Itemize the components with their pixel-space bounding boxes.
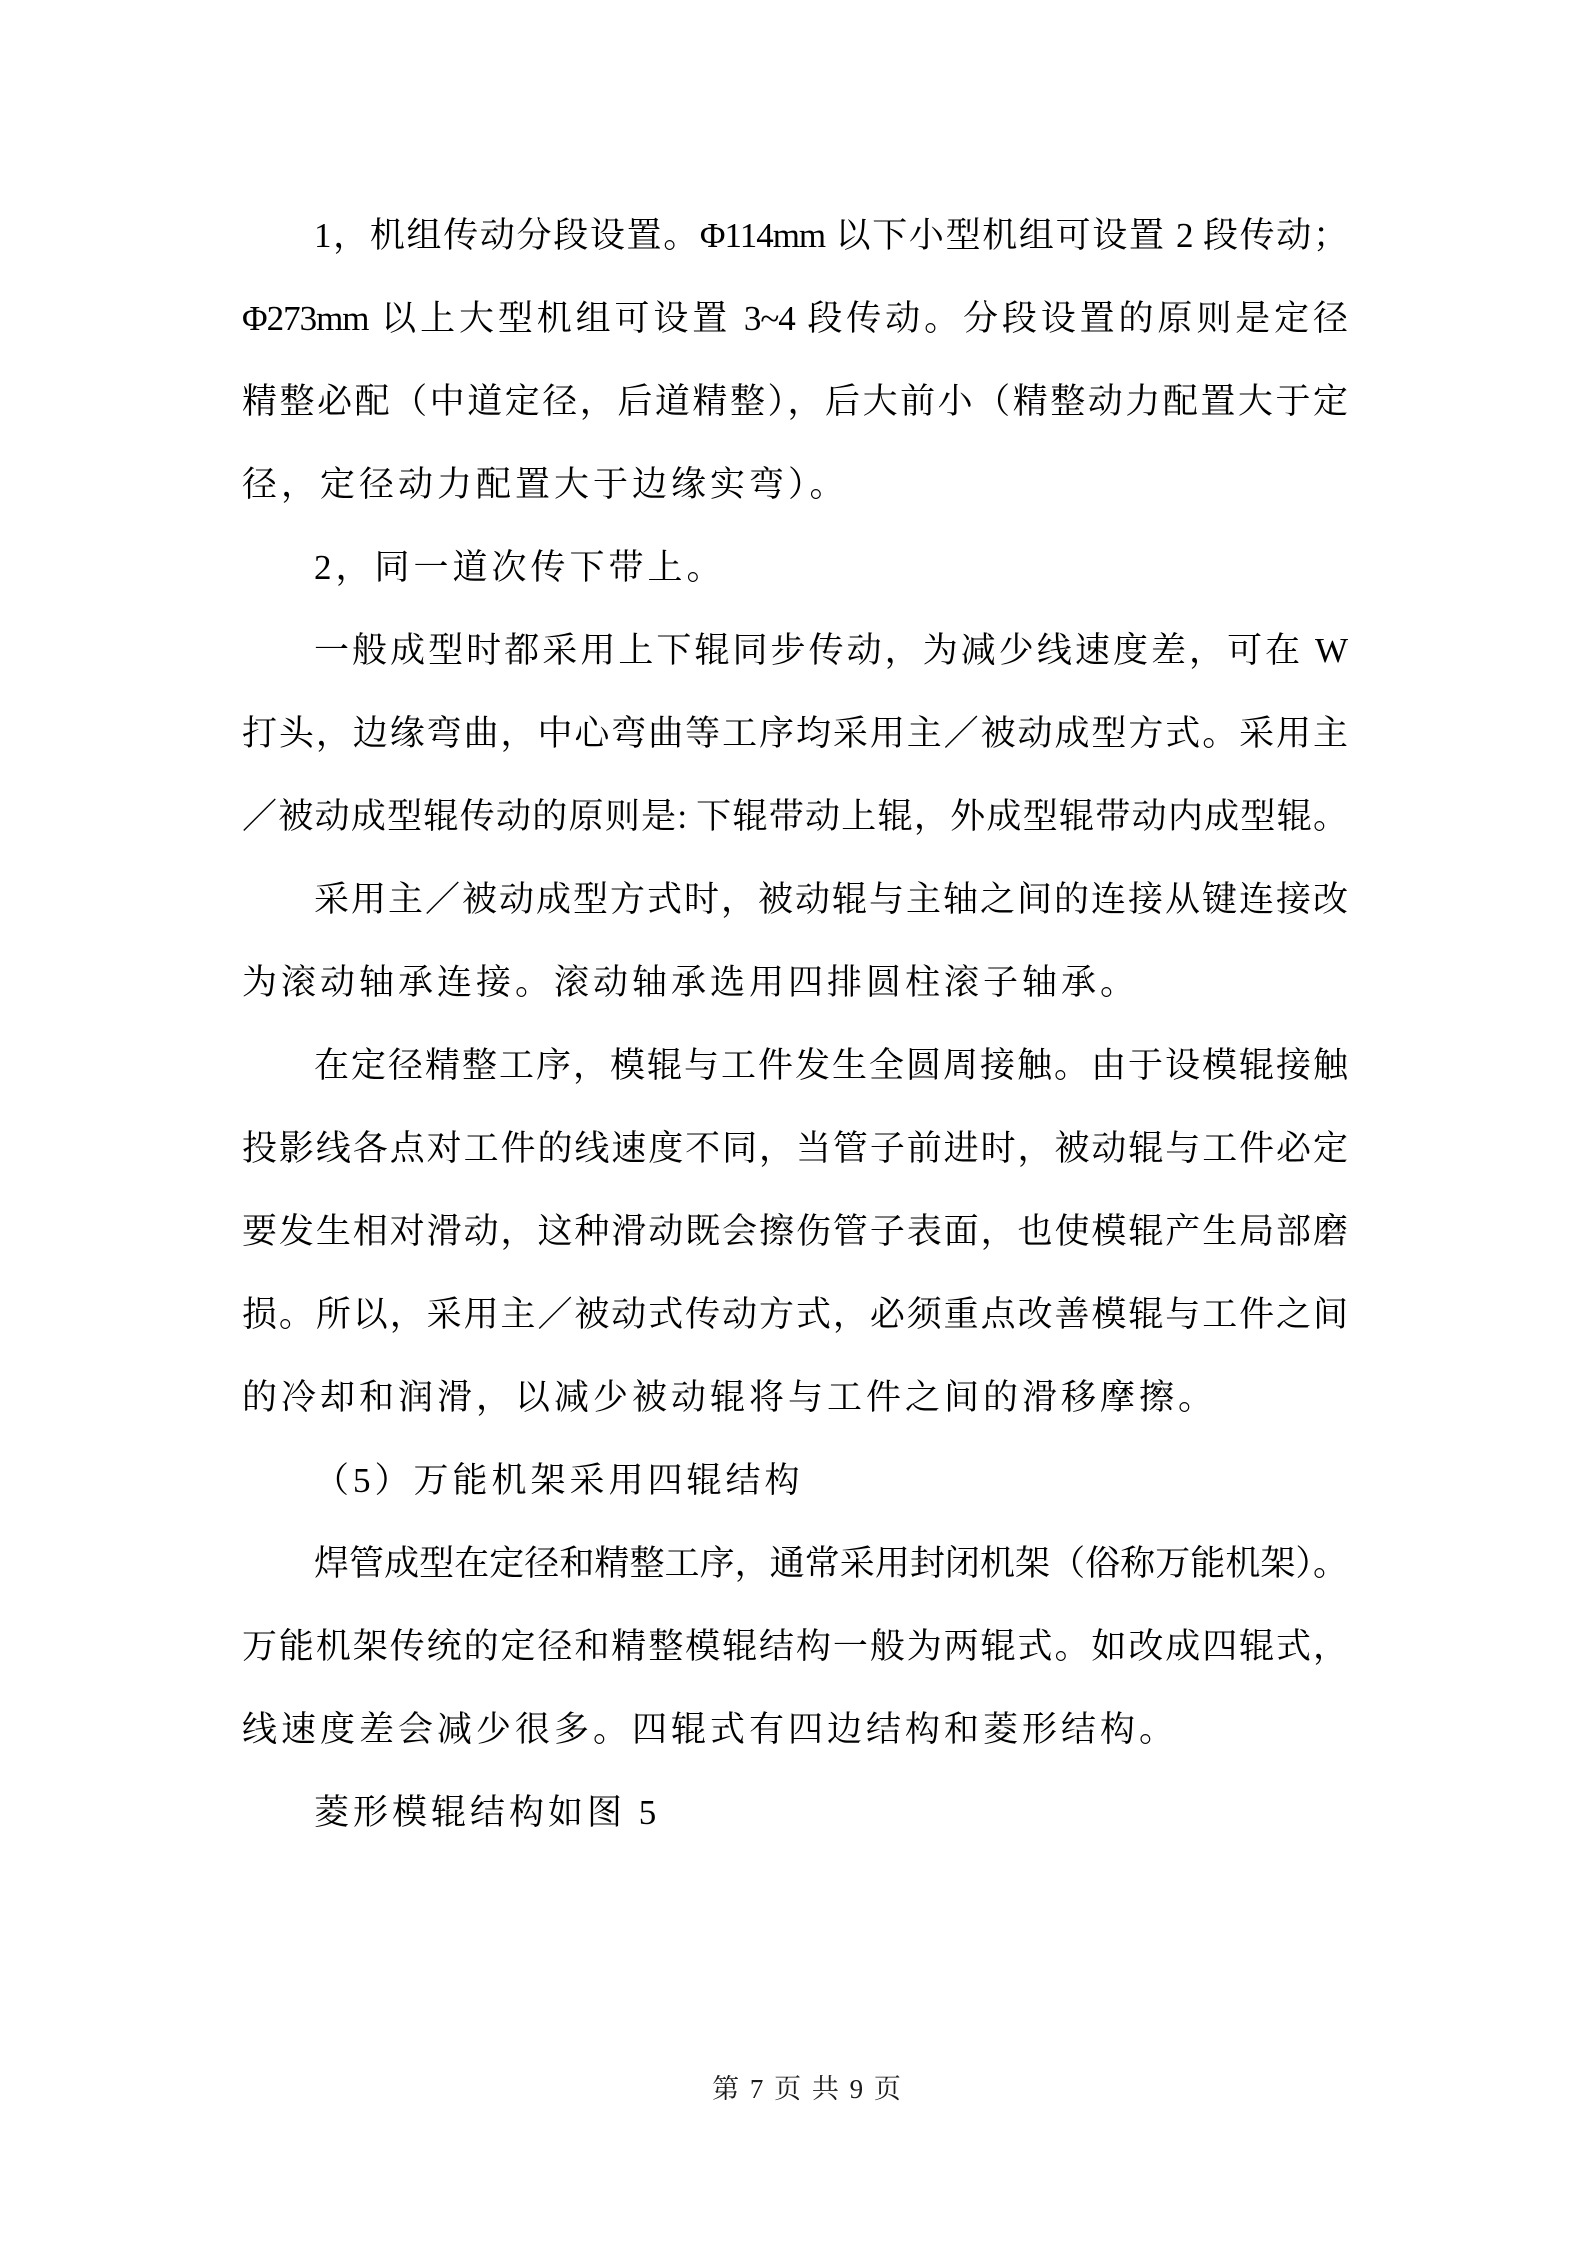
page-number-footer: 第 7 页 共 9 页 xyxy=(712,2074,903,2104)
document-body xyxy=(242,194,1347,1854)
text-line: 万能机架传统的定径和精整模辊结构一般为两辊式。如改成四辊式， xyxy=(242,1627,1347,1666)
text-line: 菱形模辊结构如图 5 xyxy=(314,1793,661,1832)
text-line: 线速度差会减少很多。四辊式有四边结构和菱形结构。 xyxy=(242,1710,1179,1749)
text-line: 精整必配（中道定径，后道精整），后大前小（精整动力配置大于定 xyxy=(242,382,1347,421)
text-line: 损。所以，采用主／被动式传动方式，必须重点改善模辊与工件之间 xyxy=(242,1295,1347,1334)
text-line: 要发生相对滑动，这种滑动既会擦伤管子表面，也使模辊产生局部磨 xyxy=(242,1212,1347,1251)
text-line: 打头，边缘弯曲，中心弯曲等工序均采用主／被动成型方式。采用主 xyxy=(242,714,1347,753)
text-line: 为滚动轴承连接。滚动轴承选用四排圆柱滚子轴承。 xyxy=(242,963,1140,1002)
text-line: 1，机组传动分段设置。Φ114mm 以下小型机组可设置 2 段传动； xyxy=(314,216,1347,255)
text-line: 的冷却和润滑，以减少被动辊将与工件之间的滑移摩擦。 xyxy=(242,1378,1218,1417)
text-line: 2，同一道次传下带上。 xyxy=(314,548,726,587)
text-line: 径，定径动力配置大于边缘实弯）。 xyxy=(242,465,849,504)
text-line: ／被动成型辊传动的原则是: 下辊带动上辊，外成型辊带动内成型辊。 xyxy=(242,797,1347,836)
text-line: 一般成型时都采用上下辊同步传动，为减少线速度差，可在 W xyxy=(314,631,1347,670)
text-line: 在定径精整工序，模辊与工件发生全圆周接触。由于设模辊接触 xyxy=(314,1046,1347,1085)
text-line: 采用主／被动成型方式时，被动辊与主轴之间的连接从键连接改 xyxy=(314,880,1347,919)
text-line: 投影线各点对工件的线速度不同，当管子前进时，被动辊与工件必定 xyxy=(242,1129,1347,1168)
text-line: Φ273mm 以上大型机组可设置 3~4 段传动。分段设置的原则是定径 xyxy=(242,299,1347,338)
text-line: 焊管成型在定径和精整工序，通常采用封闭机架（俗称万能机架）。 xyxy=(314,1544,1347,1583)
text-line: （5）万能机架采用四辊结构 xyxy=(314,1461,804,1500)
